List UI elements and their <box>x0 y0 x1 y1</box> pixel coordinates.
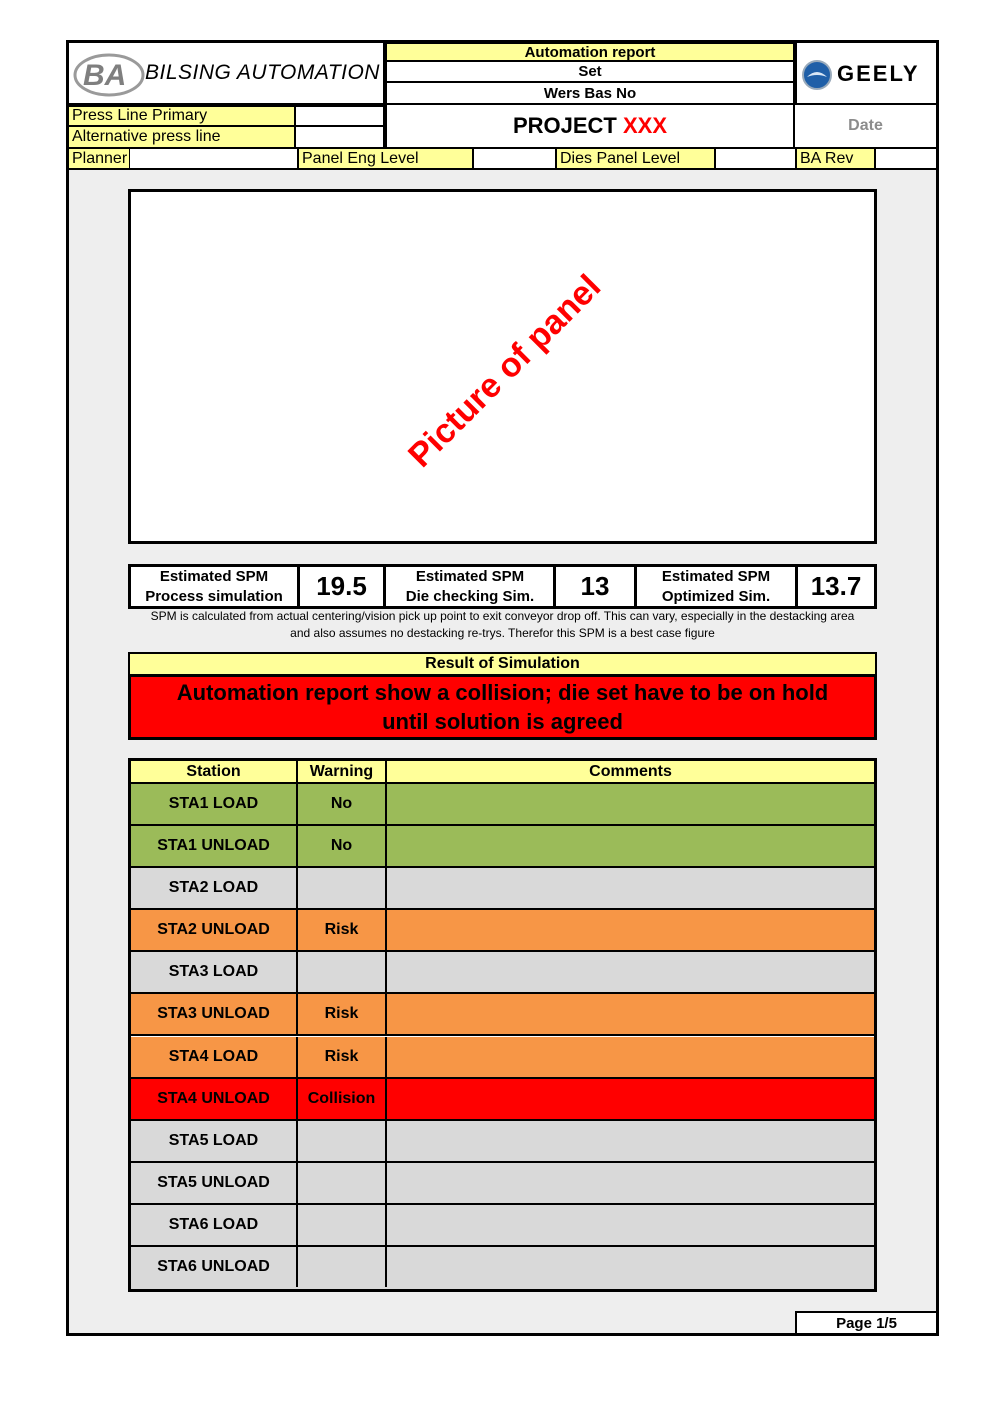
column-header-warning: Warning <box>298 761 387 782</box>
spm-optimized-label-line2: Optimized Sim. <box>661 587 771 605</box>
spm-process-label-line2: Process simulation <box>145 587 283 605</box>
spm-optimized-label <box>637 567 795 606</box>
comment-cell[interactable] <box>387 1121 874 1161</box>
spm-process-label <box>131 567 297 606</box>
spm-note: SPM is calculated from actual centering/vision pick up point to exit conveyor drop off. This can vary, especially in the destacking area and also assumes no destacking re-trys. Therefor this SPM is a best case figure <box>150 609 855 640</box>
spm-die-label-line1: Estimated SPM <box>415 567 525 585</box>
station-cell: STA2 LOAD <box>131 868 298 908</box>
comment-cell[interactable] <box>387 1205 874 1245</box>
panel-eng-level-value[interactable] <box>474 149 555 170</box>
comment-cell[interactable] <box>387 868 874 908</box>
station-cell: STA5 LOAD <box>131 1121 298 1161</box>
stations-table-header <box>131 761 874 784</box>
warning-cell: No <box>298 784 387 824</box>
warning-cell: Risk <box>298 910 387 950</box>
report-title: Automation report <box>385 42 795 62</box>
comment-cell[interactable] <box>387 784 874 824</box>
station-cell: STA5 UNLOAD <box>131 1163 298 1203</box>
company-logo-cell <box>69 43 385 105</box>
alternative-press-line-value[interactable] <box>296 127 385 149</box>
table-row <box>131 910 874 952</box>
alternative-press-line-label: Alternative press line <box>69 127 296 149</box>
wers-label: Wers Bas No <box>385 83 795 105</box>
planner-label: Planner <box>69 149 130 170</box>
warning-cell: Risk <box>298 1037 387 1077</box>
table-row <box>131 1205 874 1247</box>
table-row <box>131 1037 874 1079</box>
warning-cell <box>298 1121 387 1161</box>
company-logo-mark: BA <box>83 59 127 92</box>
set-label: Set <box>385 62 795 83</box>
table-row <box>131 1163 874 1205</box>
table-row <box>131 1121 874 1163</box>
table-row <box>131 826 874 868</box>
station-cell: STA4 UNLOAD <box>131 1079 298 1119</box>
result-message: Automation report show a collision; die set have to be on hold until solution is agreed <box>128 674 877 740</box>
comment-cell[interactable] <box>387 1247 874 1287</box>
station-cell: STA1 LOAD <box>131 784 298 824</box>
spm-process-value: 19.5 <box>297 564 386 609</box>
customer-logo-emblem <box>801 59 833 91</box>
station-cell: STA6 LOAD <box>131 1205 298 1245</box>
spm-process-label-line1: Estimated SPM <box>159 567 269 585</box>
project-label: PROJECT <box>512 113 617 138</box>
warning-cell <box>298 1247 387 1287</box>
warning-cell <box>298 1205 387 1245</box>
panel-eng-level-label: Panel Eng Level <box>297 149 474 170</box>
station-cell: STA3 UNLOAD <box>131 994 298 1034</box>
comment-cell[interactable] <box>387 952 874 992</box>
warning-cell: Risk <box>298 994 387 1034</box>
spm-die-value: 13 <box>553 564 637 609</box>
warning-cell: No <box>298 826 387 866</box>
table-row <box>131 952 874 994</box>
comment-cell[interactable] <box>387 994 874 1034</box>
warning-cell <box>298 1163 387 1203</box>
project-cell <box>385 105 795 149</box>
comment-cell[interactable] <box>387 1163 874 1203</box>
station-cell: STA2 UNLOAD <box>131 910 298 950</box>
press-line-primary-value[interactable] <box>296 105 385 127</box>
spm-die-label <box>386 567 554 606</box>
result-title: Result of Simulation <box>128 652 877 676</box>
company-name: BILSING AUTOMATION <box>145 61 380 84</box>
ba-rev-value[interactable] <box>876 149 936 170</box>
warning-cell <box>298 868 387 908</box>
picture-placeholder-text: Picture of panel <box>401 267 609 475</box>
dies-panel-level-value[interactable] <box>716 149 795 170</box>
spm-optimized-value: 13.7 <box>795 564 877 609</box>
comment-cell[interactable] <box>387 910 874 950</box>
table-row <box>131 994 874 1036</box>
table-row <box>131 1079 874 1121</box>
comment-cell[interactable] <box>387 1079 874 1119</box>
station-cell: STA4 LOAD <box>131 1037 298 1077</box>
ba-rev-label: BA Rev <box>795 149 876 170</box>
dies-panel-level-label: Dies Panel Level <box>555 149 716 170</box>
customer-logo-cell <box>795 43 936 105</box>
table-row <box>131 1247 874 1289</box>
comment-cell[interactable] <box>387 1037 874 1077</box>
warning-cell <box>298 952 387 992</box>
station-cell: STA6 UNLOAD <box>131 1247 298 1287</box>
station-cell: STA1 UNLOAD <box>131 826 298 866</box>
page-number: Page 1/5 <box>795 1311 936 1333</box>
stations-table-body <box>131 784 874 1289</box>
table-row <box>131 868 874 910</box>
table-row <box>131 784 874 826</box>
column-header-comments: Comments <box>589 762 672 780</box>
spm-die-label-line2: Die checking Sim. <box>405 587 535 605</box>
comment-cell[interactable] <box>387 826 874 866</box>
column-header-station: Station <box>131 761 298 782</box>
customer-logo-text: GEELY <box>837 61 920 86</box>
warning-cell: Collision <box>298 1079 387 1119</box>
press-line-primary-label: Press Line Primary <box>69 105 296 127</box>
project-code: XXX <box>623 113 668 138</box>
panel-picture-area <box>128 189 877 544</box>
station-cell: STA3 LOAD <box>131 952 298 992</box>
spm-optimized-label-line1: Estimated SPM <box>661 567 771 585</box>
stations-table <box>128 758 877 1292</box>
planner-value[interactable] <box>130 149 297 170</box>
date-label: Date <box>795 105 936 149</box>
